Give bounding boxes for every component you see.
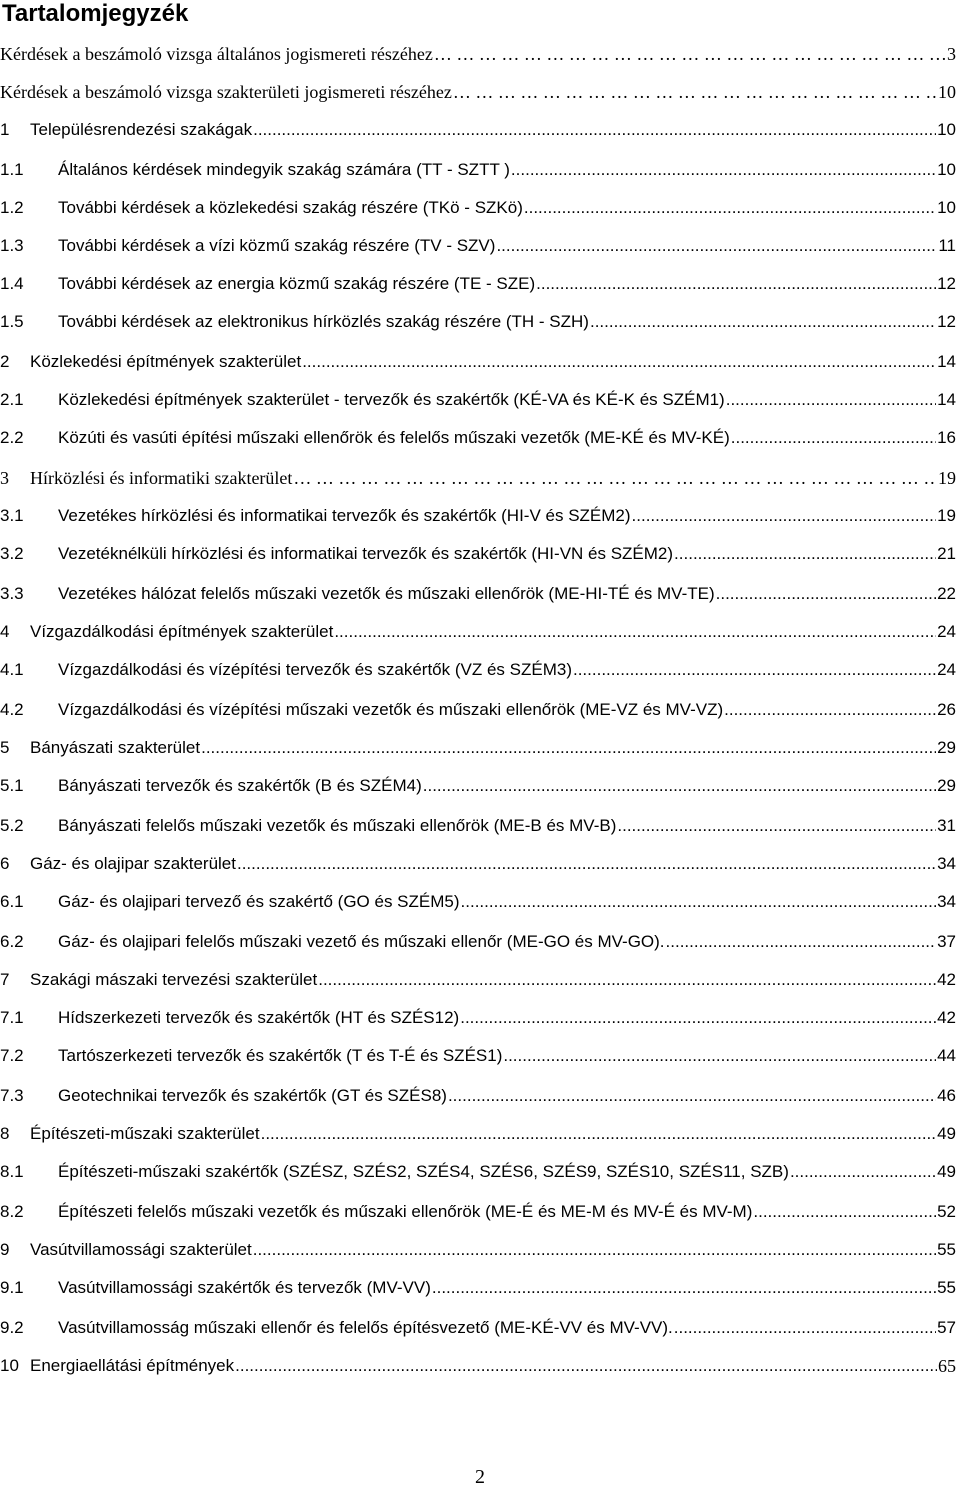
toc-entry-title: További kérdések a közlekedési szakág részére (TKö - SZKö) — [58, 198, 523, 217]
dot-leader — [617, 816, 936, 836]
toc-entry-number: 1.4 — [0, 274, 24, 293]
dot-leader — [460, 1008, 936, 1028]
toc-entry[interactable] — [0, 1036, 956, 1066]
toc-entry-number: 2.1 — [0, 390, 24, 409]
toc-entry-number: 7.3 — [0, 1086, 24, 1105]
toc-entry[interactable] — [0, 998, 956, 1028]
toc-entry-page: 34 — [937, 892, 956, 911]
dot-leader — [334, 622, 936, 642]
toc-entry[interactable] — [0, 150, 956, 180]
toc-entry-title: Geotechnikai tervezők és szakértők (GT és SZÉS8) — [58, 1086, 447, 1105]
toc-entry-number: 7.1 — [0, 1008, 24, 1027]
toc-entry-number: 10 — [0, 1356, 19, 1375]
toc-entry-title: Hídszerkezeti tervezők és szakértők (HT és SZÉS12) — [58, 1008, 460, 1027]
toc-entry[interactable] — [0, 264, 956, 294]
dot-leader — [632, 506, 937, 526]
toc-entry-title: További kérdések a vízi közmű szakág részére (TV - SZV) — [58, 236, 496, 255]
toc-entry-page: 31 — [937, 816, 956, 835]
toc-entry-page: 21 — [937, 544, 956, 563]
toc-entry-page: 29 — [937, 776, 956, 795]
toc-entry[interactable] — [0, 728, 956, 758]
toc-entry-page: 37 — [937, 932, 956, 951]
toc-entry-page: 10 — [937, 198, 956, 217]
dot-leader — [726, 390, 936, 410]
toc-entry[interactable] — [0, 534, 956, 564]
toc-entry-title: Gáz- és olajipar szakterület — [30, 854, 236, 873]
toc-entry-title: Hírközlési és informatiki szakterület — [30, 468, 293, 488]
toc-entry-number: 3.1 — [0, 506, 24, 525]
dot-leader — [716, 584, 936, 604]
toc-entry-number: 1.1 — [0, 160, 24, 179]
toc-entry[interactable] — [0, 1076, 956, 1106]
toc-entry-title: Vasútvillamosság műszaki ellenőr és felelős építésvezető (ME-KÉ-VV és MV-VV). — [58, 1318, 673, 1337]
toc-entry-page: 44 — [937, 1046, 956, 1065]
toc-entry-number: 9.1 — [0, 1278, 24, 1297]
toc-entry[interactable] — [0, 1114, 956, 1144]
toc-entry[interactable] — [0, 34, 956, 64]
toc-entry-number: 6.2 — [0, 932, 24, 951]
toc-entry-title: Általános kérdések mindegyik szakág számára (TT - SZTT ) — [58, 160, 510, 179]
toc-entry-title: Szakági mászaki tervezési szakterület — [30, 970, 318, 989]
toc-entry-number: 2 — [0, 352, 10, 371]
toc-entry[interactable] — [0, 650, 956, 680]
toc-entry[interactable] — [0, 110, 956, 140]
dot-leader — [731, 428, 936, 448]
dot-leader — [453, 82, 937, 102]
toc-entry[interactable] — [0, 188, 956, 218]
toc-entry[interactable] — [0, 960, 956, 990]
dot-leader — [434, 44, 946, 64]
toc-entry[interactable] — [0, 1268, 956, 1298]
toc-entry[interactable] — [0, 496, 956, 526]
dot-leader — [496, 236, 937, 256]
toc-entry-title: Bányászati felelős műszaki vezetők és műszaki ellenőrök (ME-B és MV-B) — [58, 816, 617, 835]
toc-entry-title: Építészeti felelős műszaki vezetők és műszaki ellenőrök (ME-É és ME-M és MV-É és MV-M) — [58, 1202, 753, 1221]
toc-entry[interactable] — [0, 380, 956, 410]
toc-entry[interactable] — [0, 1230, 956, 1260]
toc-entry[interactable] — [0, 72, 956, 102]
toc-entry-page: 3 — [947, 44, 956, 64]
toc-entry-page: 14 — [937, 352, 956, 371]
toc-entry-number: 9 — [0, 1240, 10, 1259]
toc-entry-page: 49 — [937, 1124, 956, 1143]
toc-entry[interactable] — [0, 342, 956, 372]
toc-entry-number: 4 — [0, 622, 10, 641]
toc-entry[interactable] — [0, 844, 956, 874]
toc-entry-title: Vízgazdálkodási építmények szakterület — [30, 622, 334, 641]
toc-entry-number: 1.2 — [0, 198, 24, 217]
toc-entry-page: 34 — [937, 854, 956, 873]
toc-entry-number: 3.2 — [0, 544, 24, 563]
toc-entry-number: 4.2 — [0, 700, 24, 719]
toc-entry-title: Bányászati szakterület — [30, 738, 201, 757]
toc-entry[interactable] — [0, 1152, 956, 1182]
dot-leader — [753, 1202, 936, 1222]
dot-leader — [536, 274, 936, 294]
toc-entry-title: Építészeti-műszaki szakértők (SZÉSZ, SZÉS2, SZÉS4, SZÉS6, SZÉS9, SZÉS10, SZÉS11, SZB) — [58, 1162, 789, 1181]
toc-entry[interactable] — [0, 226, 956, 256]
toc-entry-number: 8 — [0, 1124, 10, 1143]
toc-entry-page: 42 — [937, 970, 956, 989]
dot-leader — [237, 854, 936, 874]
toc-entry-number: 6.1 — [0, 892, 24, 911]
toc-entry-page: 24 — [937, 622, 956, 641]
toc-entry-title: További kérdések az elektronikus hírközlés szakág részére (TH - SZH) — [58, 312, 589, 331]
dot-leader — [790, 1162, 936, 1182]
dot-leader — [461, 892, 937, 912]
dot-leader — [293, 468, 937, 488]
dot-leader — [253, 1240, 936, 1260]
toc-entry-number: 9.2 — [0, 1318, 24, 1337]
toc-entry-page: 52 — [937, 1202, 956, 1221]
dot-leader — [201, 738, 936, 758]
dot-leader — [524, 198, 936, 218]
toc-entry[interactable] — [0, 806, 956, 836]
toc-entry-title: Vezetékes hálózat felelős műszaki vezetők és műszaki ellenőrök (ME-HI-TÉ és MV-TE) — [58, 584, 715, 603]
page-number: 2 — [475, 1466, 485, 1488]
toc-entry-number: 7 — [0, 970, 10, 989]
toc-entry-title: Kérdések a beszámoló vizsga általános jogismereti részéhez — [0, 44, 433, 64]
toc-entry-page: 46 — [937, 1086, 956, 1105]
toc-entry-title: További kérdések az energia közmű szakág részére (TE - SZE) — [58, 274, 536, 293]
toc-entry-number: 5.1 — [0, 776, 24, 795]
toc-entry-page: 10 — [937, 160, 956, 179]
toc-entry-title: Településrendezési szakágak — [30, 120, 253, 139]
toc-entry-title: Vasútvillamossági szakterület — [30, 1240, 252, 1259]
dot-leader — [573, 660, 936, 680]
toc-entry[interactable] — [0, 766, 956, 796]
toc-entry-title: Közúti és vasúti építési műszaki ellenőrök és felelős műszaki vezetők (ME-KÉ és MV-KÉ) — [58, 428, 730, 447]
toc-entry-title: Közlekedési építmények szakterület - tervezők és szakértők (KÉ-VA és KÉ-K és SZÉM1) — [58, 390, 725, 409]
toc-entry-page: 29 — [937, 738, 956, 757]
dot-leader — [253, 120, 936, 140]
toc-entry-page: 65 — [938, 1356, 956, 1376]
toc-entry-page: 55 — [937, 1278, 956, 1297]
toc-entry-title: Gáz- és olajipari felelős műszaki vezető és műszaki ellenőr (ME-GO és MV-GO). — [58, 932, 665, 951]
toc-entry-page: 19 — [938, 468, 956, 488]
toc-entry-page: 12 — [937, 274, 956, 293]
toc-entry-number: 5.2 — [0, 816, 24, 835]
dot-leader — [432, 1278, 936, 1298]
toc-entry-title: Bányászati tervezők és szakértők (B és SZÉM4) — [58, 776, 422, 795]
toc-entry-title: Építészeti-műszaki szakterület — [30, 1124, 260, 1143]
toc-entry[interactable] — [0, 574, 956, 604]
toc-entry-title: Vízgazdálkodási és vízépítési műszaki vezetők és műszaki ellenőrök (ME-VZ és MV-VZ) — [58, 700, 724, 719]
toc-entry-page: 11 — [938, 236, 956, 255]
toc-entry-title: Vasútvillamossági szakértők és tervezők (MV-VV) — [58, 1278, 431, 1297]
toc-entry-page: 55 — [937, 1240, 956, 1259]
toc-entry-number: 2.2 — [0, 428, 24, 447]
dot-leader — [448, 1086, 936, 1106]
toc-entry-number: 8.1 — [0, 1162, 24, 1181]
toc-entry-number: 4.1 — [0, 660, 24, 679]
dot-leader — [674, 544, 936, 564]
toc-entry-page: 10 — [938, 82, 956, 102]
toc-entry[interactable] — [0, 458, 956, 488]
toc-entry[interactable] — [0, 1346, 956, 1376]
toc-entry-page: 10 — [937, 120, 956, 139]
toc-entry-title: Vezetékes hírközlési és informatikai tervezők és szakértők (HI-V és SZÉM2) — [58, 506, 631, 525]
dot-leader — [724, 700, 936, 720]
toc-entry-number: 3 — [0, 468, 9, 488]
toc-title: Tartalomjegyzék — [2, 0, 189, 27]
dot-leader — [590, 312, 936, 332]
toc-entry-number: 1 — [0, 120, 10, 139]
toc-entry-page: 49 — [937, 1162, 956, 1181]
toc-entry-title: Energiaellátási építmények — [30, 1356, 235, 1375]
toc-entry[interactable] — [0, 1192, 956, 1222]
toc-entry-page: 19 — [937, 506, 956, 525]
toc-entry-page: 22 — [937, 584, 956, 603]
toc-entry[interactable] — [0, 612, 956, 642]
dot-leader — [302, 352, 936, 372]
toc-entry-number: 5 — [0, 738, 10, 757]
toc-entry-number: 1.3 — [0, 236, 24, 255]
toc-entry-number: 3.3 — [0, 584, 24, 603]
toc-entry-page: 12 — [937, 312, 956, 331]
toc-entry-number: 1.5 — [0, 312, 24, 331]
dot-leader — [423, 776, 936, 796]
toc-entry-title: Tartószerkezeti tervezők és szakértők (T és T-É és SZÉS1) — [58, 1046, 503, 1065]
toc-entry-page: 57 — [937, 1318, 956, 1337]
dot-leader — [503, 1046, 936, 1066]
toc-entry-title: Gáz- és olajipari tervező és szakértő (GO és SZÉM5) — [58, 892, 460, 911]
dot-leader — [674, 1318, 936, 1338]
toc-entry[interactable] — [0, 882, 956, 912]
toc-entry[interactable] — [0, 302, 956, 332]
toc-entry-title: Vízgazdálkodási és vízépítési tervezők és szakértők (VZ és SZÉM3) — [58, 660, 572, 679]
toc-entry-number: 6 — [0, 854, 10, 873]
toc-entry-page: 24 — [937, 660, 956, 679]
toc-entry-number: 7.2 — [0, 1046, 24, 1065]
dot-leader — [235, 1356, 937, 1376]
toc-entry-page: 26 — [937, 700, 956, 719]
toc-entry-title: Vezetéknélküli hírközlési és informatikai tervezők és szakértők (HI-VN és SZÉM2) — [58, 544, 674, 563]
toc-entry-page: 42 — [937, 1008, 956, 1027]
dot-leader — [666, 932, 937, 952]
toc-entry-page: 14 — [937, 390, 956, 409]
toc-entry[interactable] — [0, 418, 956, 448]
dot-leader — [261, 1124, 936, 1144]
toc-entry-title: Kérdések a beszámoló vizsga szakterületi jogismereti részéhez — [0, 82, 452, 102]
dot-leader — [318, 970, 936, 990]
dot-leader — [511, 160, 936, 180]
toc-entry[interactable] — [0, 922, 956, 952]
toc-entry-page: 16 — [937, 428, 956, 447]
toc-entry-title: Közlekedési építmények szakterület — [30, 352, 302, 371]
toc-entry[interactable] — [0, 690, 956, 720]
toc-entry[interactable] — [0, 1308, 956, 1338]
toc-entry-number: 8.2 — [0, 1202, 24, 1221]
